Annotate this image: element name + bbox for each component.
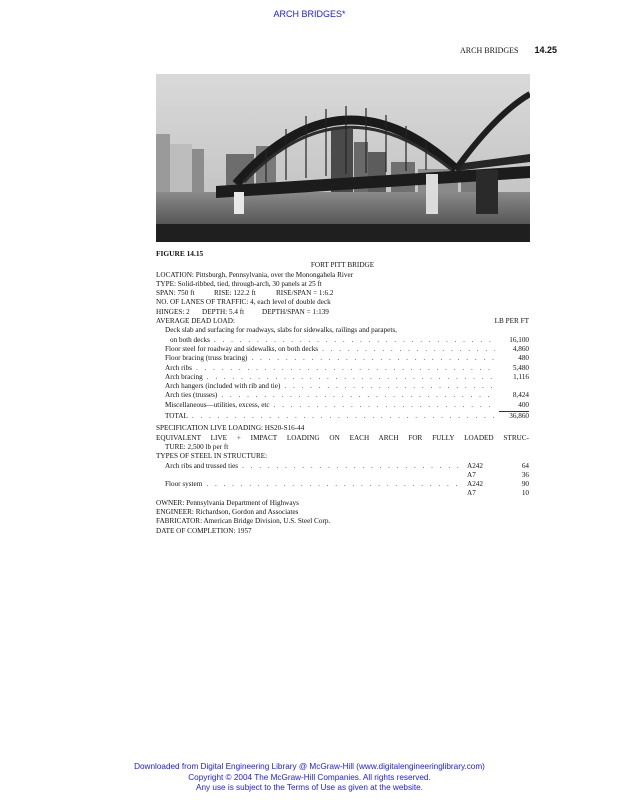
lanes-line: NO. OF LANES OF TRAFFIC: 4, each level of double deck — [156, 298, 331, 307]
steel-grade: A7 — [467, 470, 476, 479]
dot-leader — [206, 480, 463, 489]
dot-leader — [214, 336, 495, 345]
footer-terms-link[interactable]: Any use is subject to the Terms of Use as given at the website. — [196, 783, 423, 792]
item-value: 480 — [518, 354, 529, 363]
item-label: Arch ties (trusses) — [165, 391, 218, 400]
rise-span-value: RISE/SPAN = 1:6.2 — [276, 289, 334, 298]
item-value: 5,480 — [512, 363, 529, 372]
dot-leader — [221, 391, 495, 400]
total-value: 36,860 — [509, 412, 529, 421]
equivalent-loading-line: EQUIVALENT LIVE + IMPACT LOADING ON EACH ARCH FOR FULLY LOADED STRUC- — [156, 433, 529, 442]
dead-load-item — [156, 401, 529, 410]
completion-line: DATE OF COMPLETION: 1957 — [156, 526, 252, 535]
dot-leader — [322, 345, 495, 354]
running-title: ARCH BRIDGES — [460, 46, 519, 55]
dead-load-item — [156, 382, 529, 391]
item-label: Arch hangers (included with rib and tie) — [165, 382, 281, 391]
item-value: 1,116 — [513, 372, 529, 381]
dot-leader — [284, 382, 495, 391]
hinges-value: HINGES: 2 — [156, 307, 190, 316]
dead-load-item — [156, 345, 529, 354]
steel-percent: 36 — [521, 470, 529, 479]
page-number: 14.25 — [534, 45, 557, 55]
steel-grade: A242 — [467, 461, 483, 470]
dead-load-item — [156, 391, 529, 400]
item-label: Miscellaneous—utilities, excess, etc — [165, 400, 270, 409]
bridge-title: FORT PITT BRIDGE — [310, 261, 375, 270]
chapter-link[interactable]: ARCH BRIDGES* — [273, 9, 346, 19]
span-line — [156, 289, 529, 298]
steel-percent: 90 — [521, 480, 529, 489]
owner-line: OWNER: Pennsylvania Department of Highways — [156, 498, 299, 507]
steel-percent: 64 — [521, 461, 529, 470]
dot-leader — [196, 364, 495, 373]
dead-load-title: AVERAGE DEAD LOAD: — [156, 317, 235, 326]
steel-grade: A242 — [467, 480, 483, 489]
item-label: Arch ribs — [165, 363, 192, 372]
running-head — [460, 45, 557, 55]
item-label: on both decks — [170, 335, 210, 344]
steel-percent: 10 — [521, 489, 529, 498]
live-loading-line: SPECIFICATION LIVE LOADING: HS20-S16-44 — [156, 424, 305, 433]
dead-load-item: Deck slab and surfacing for roadways, slabs for sidewalks, railings and parapets, — [165, 326, 397, 335]
engineer-line: ENGINEER: Richardson, Gordon and Associates — [156, 508, 299, 517]
bridge-data-sheet — [156, 249, 529, 536]
hinges-line — [156, 308, 529, 317]
item-label: Floor steel for roadway and sidewalks, on both decks — [165, 344, 319, 353]
steel-row — [156, 471, 529, 480]
span-value: SPAN: 750 ft — [156, 289, 195, 298]
depth-value: DEPTH: 5.4 ft — [202, 307, 245, 316]
item-value: 8,424 — [512, 391, 529, 400]
steel-label: Arch ribs and trussed ties — [165, 461, 239, 470]
dead-load-item — [156, 373, 529, 382]
item-value: 400 — [518, 400, 529, 409]
dot-leader — [274, 401, 495, 410]
item-value: 4,860 — [512, 344, 529, 353]
dead-load-item — [156, 354, 529, 363]
steel-row — [156, 480, 529, 489]
rise-value: RISE: 122.2 ft — [214, 289, 256, 298]
fabricator-line: FABRICATOR: American Bridge Division, U.S. Steel Corp. — [156, 517, 331, 526]
steel-heading: TYPES OF STEEL IN STRUCTURE: — [156, 452, 268, 461]
dot-leader — [192, 412, 495, 421]
dead-load-unit: LB PER FT — [494, 317, 529, 326]
steel-grade: A7 — [467, 489, 476, 498]
steel-row — [156, 489, 529, 498]
dead-load-item — [156, 364, 529, 373]
steel-label: Floor system — [165, 480, 203, 489]
dot-leader — [207, 373, 495, 382]
equivalent-loading-cont: TURE: 2,500 lb per ft — [165, 442, 229, 451]
total-label: TOTAL — [165, 412, 188, 421]
dead-load-heading — [156, 317, 529, 326]
dead-load-item — [156, 336, 529, 345]
dot-leader — [242, 462, 463, 471]
item-value: 16,100 — [509, 335, 529, 344]
bridge-photo — [156, 74, 530, 242]
copyright-footer — [0, 762, 619, 794]
item-label: Floor bracing (truss bracing) — [165, 354, 248, 363]
footer-download-link[interactable]: Downloaded from Digital Engineering Library @ McGraw-Hill (www.digitalengineeringlibrary.com) — [134, 762, 485, 771]
item-label: Arch bracing — [165, 372, 203, 381]
location-line: LOCATION: Pittsburgh, Pennsylvania, over the Monongahela River — [156, 270, 354, 279]
type-line: TYPE: Solid-ribbed, tied, through-arch, 30 panels at 25 ft — [156, 279, 322, 288]
dot-leader — [251, 354, 495, 363]
steel-row — [156, 462, 529, 471]
depth-span-value: DEPTH/SPAN = 1:139 — [262, 307, 329, 316]
dead-load-total — [156, 412, 529, 421]
figure-label: FIGURE 14.15 — [156, 249, 204, 258]
footer-copyright: Copyright © 2004 The McGraw-Hill Companies. All rights reserved. — [188, 772, 431, 782]
